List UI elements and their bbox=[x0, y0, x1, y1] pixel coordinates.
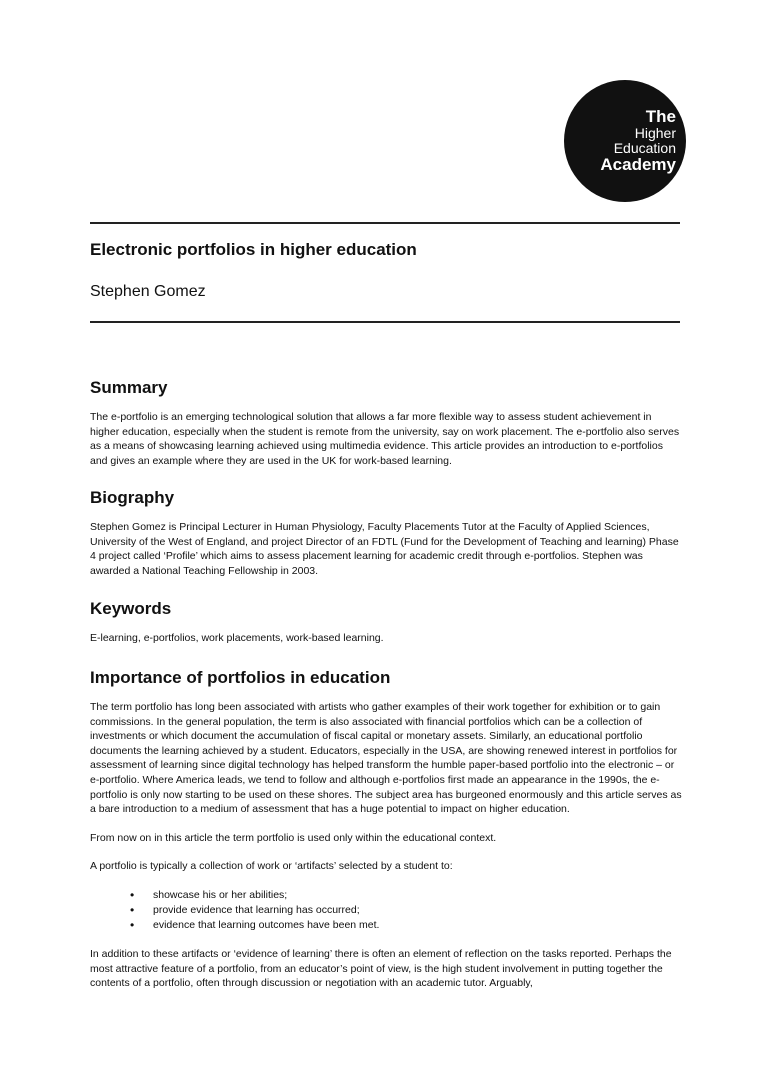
logo-line-higher: Higher bbox=[634, 125, 676, 141]
logo-line-academy: Academy bbox=[600, 155, 676, 174]
biography-section bbox=[90, 488, 682, 592]
keywords-heading: Keywords bbox=[90, 599, 172, 618]
logo-line-education: Education bbox=[613, 140, 676, 156]
list-item: • provide evidence that learning has occurred; bbox=[130, 903, 682, 918]
list-item: • evidence that learning outcomes have been met. bbox=[130, 918, 682, 933]
importance-closing-paragraph: In addition to these artifacts or ‘evidence of learning’ there is often an element of reflection on the tasks reported. Perhaps the most attractive feature of a portfolio, from an educator’s point of view, is the high student involvement in putting together the contents of a portfolio, often through discussion or negotiation with an academic tutor. Arguably, bbox=[90, 947, 672, 990]
summary-text: The e-portfolio is an emerging technological solution that allows a far more flexible way to assess student achievement in higher education, especially when the student is remote from the university, say on work placement. The e-portfolio also serves as a means of showcasing learning achieved using multimedia evidence. This article provides an introduction to e-portfolios and gives an example where they are used in the UK for work-based learning. bbox=[90, 411, 680, 467]
bottom-divider bbox=[90, 321, 680, 323]
top-divider bbox=[90, 222, 680, 224]
document-title: Electronic portfolios in higher education bbox=[90, 240, 417, 259]
hea-logo bbox=[564, 80, 686, 202]
list-item: • showcase his or her abilities; bbox=[130, 888, 682, 903]
keywords-text: E-learning, e-portfolios, work placements, work-based learning. bbox=[90, 632, 384, 644]
importance-paragraph: From now on in this article the term portfolio is used only within the educational context. bbox=[90, 831, 497, 844]
biography-heading: Biography bbox=[90, 488, 175, 507]
importance-paragraph: A portfolio is typically a collection of work or ‘artifacts’ selected by a student to: bbox=[90, 860, 453, 873]
summary-heading: Summary bbox=[90, 378, 168, 397]
importance-section bbox=[90, 668, 682, 1005]
portfolio-purpose-list bbox=[90, 888, 682, 933]
document-author: Stephen Gomez bbox=[90, 283, 206, 300]
importance-heading: Importance of portfolios in education bbox=[90, 668, 391, 687]
summary-section bbox=[90, 378, 682, 482]
biography-text: Stephen Gomez is Principal Lecturer in Human Physiology, Faculty Placements Tutor at the Faculty of Applied Sciences, University of the West of England, and project Director of an FDTL (Fund for the Development of Teaching and learning) Phase 4 project called ‘Profile’ which aims to assess placement learning for academic credit through e-portfolios. Stephen was awarded a National Teaching Fellowship in 2003. bbox=[90, 521, 679, 577]
logo-wordmark bbox=[600, 108, 676, 174]
logo-line-the: The bbox=[645, 107, 676, 126]
importance-paragraph: The term portfolio has long been associated with artists who gather examples of their work together for exhibition or to gain commissions. In the general population, the term is also associated with financial portfolios which can be a collection of investments or which document the accumulation of fiscal capital or monetary assets. Similarly, an educational portfolio documents the learning achieved by a student. Educators, especially in the USA, are showing renewed interest in portfolios for assessment of learning since digital technology has helped transform the humble paper-based portfolio into the electronic – or e-portfolio. Where America leads, we tend to follow and although e-portfolios first made an appearance in the 1990s, the e-portfolio is only now starting to be used on these shores. The subject area has burgeoned enormously and this article serves as a bare introduction to a medium of assessment that has a huge potential to impact on higher education. bbox=[90, 701, 682, 816]
keywords-section bbox=[90, 599, 682, 660]
